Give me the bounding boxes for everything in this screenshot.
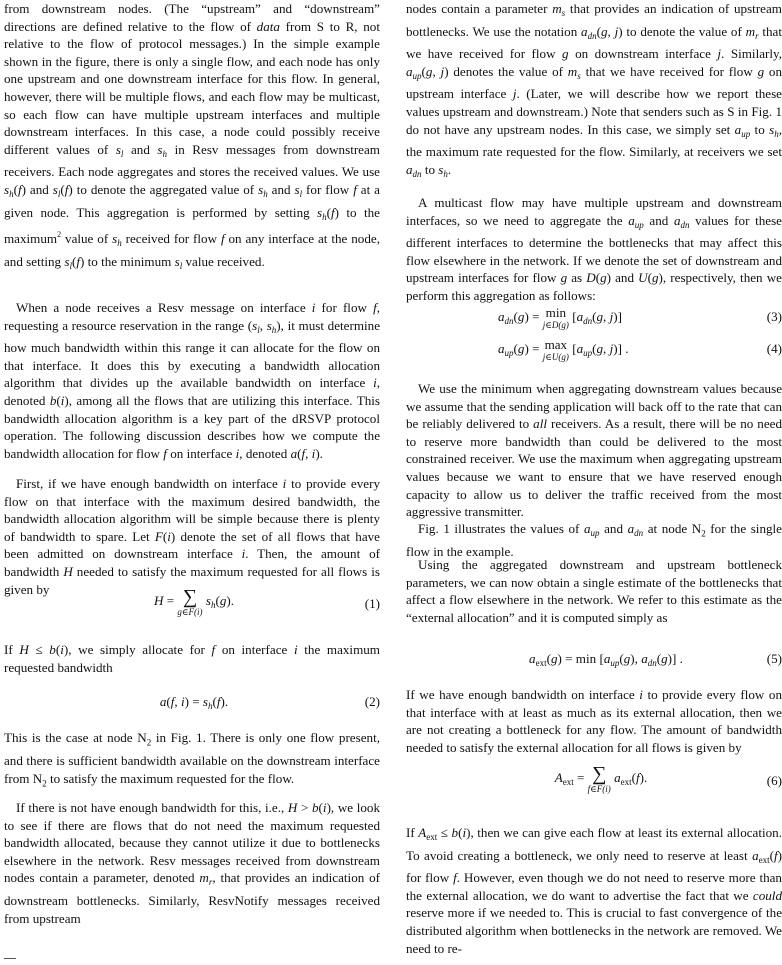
- footnote-rule: [4, 958, 16, 959]
- equation-4-number: (4): [766, 341, 782, 356]
- paragraph-right-3: We use the minimum when aggregating downstream values because we assume that the sending application will back off to the rate that can be reliably delivered to all receivers. As a result, there will be no need to reserve more bandwidth than could be delivered to the most constrained receiver. We use the maximum when aggregating upstream values because we want to ensure that we have reserved enough capacity to allow us to deliver the traffic received from the most aggressive transmitter.: [406, 381, 782, 520]
- paragraph-right-7: If $A_{ext} \le b(i)$, then we can give each flow at least its external allocation. To avoid creating a bottleneck, we only need to reserve at least $a_{ext}(f)$ for flow f. However, even though we do not need to reserve more than the external allocation, we do want to advertise the fact that we could reserve more if we needed to. This is crucial to fast convergence of the distributed algorithm when bottlenecks in the network are removed. We need to re-: [406, 825, 782, 956]
- equation-1: H = ∑ g∈F(i) $s_h(g)$. (1): [153, 586, 380, 617]
- equation-5-number: (5): [766, 651, 782, 666]
- equation-6: $A_{ext}$ = ∑ f∈F(i) $a_{ext}(f)$. (6): [554, 763, 782, 794]
- equation-3: $a_{dn}(g)$ = min j∈D(g) [$a_{dn}(g$, j)] (3): [498, 305, 782, 330]
- right-column: [406, 0, 782, 964]
- equation-2: a(f, $i) = s_h(f)$. (2): [159, 694, 380, 711]
- paragraph-left-2: When a node receives a Resv message on interface i for flow f, requesting a resource reservation in the range ($s_l$, $s_h$), it must determine how much bandwidth within this range it can allocate for the flow on that interface. It does this by executing a bandwidth allocation algorithm that divides up the available bandwidth on interface i, denoted b(i), among all the flows that are utilizing this interface. This bandwidth allocation algorithm is a key part of the dRSVP protocol operation. The following discussion describes how we compute the bandwidth allocation for flow f on interface i, denoted a(f, i).: [4, 300, 381, 461]
- equation-4: $a_{up}(g)$ = max j∈U(g) [$a_{up}(g$, j)] . (4): [498, 337, 782, 362]
- paragraph-right-5: Using the aggregated downstream and upstream bottleneck parameters, we can now obtain a single estimate of the bottlenecks that affect a flow elsewhere in the network. We refer to this estimate as the “external allocation” and it is computed simply as: [406, 557, 782, 625]
- paragraph-left-5: This is the case at node $N_2$ in Fig. 1. There is only one flow present, and there is sufficient bandwidth available on the downstream interface from $N_2$ to satisfy the maximum requested for the flow.: [4, 730, 380, 789]
- equation-6-number: (6): [766, 773, 782, 788]
- paragraph-right-4: Fig. 1 illustrates the values of $a_{up}$ and $a_{dn}$ at node $N_2$ for the single flow in the example.: [406, 521, 782, 560]
- paragraph-right-6: If we have enough bandwidth on interface i to provide every flow on that interface with at least as much as its external allocation, then we are not creating a bottleneck for any flow. The amount of bandwidth needed to satisfy the external allocation for all flows is given by: [406, 687, 782, 755]
- equation-5: $a_{ext}(g) = \min [a_{up}(g)$, $a_{dn}(g)$] . (5): [529, 651, 782, 668]
- left-column: [4, 0, 380, 939]
- equation-2-number: (2): [364, 694, 380, 709]
- equation-3-number: (3): [766, 309, 782, 324]
- paragraph-right-1: nodes contain a parameter $m_s$ that provides an indication of upstream bottlenecks. We use the notation $a_{dn}(g$, j) to denote the value of $m_r$ that we have received for flow g on downstream interface j. Similarly, $a_{up}(g$, j) denotes the value of $m_s$ that we have received for flow g on upstream interface j. (Later, we will describe how we report these values upstream and downstream.) Note that senders such as S in Fig. 1 do not have any upstream nodes. In this case, we simply set $a_{up}$ to $s_h$, the maximum rate requested for the flow. Similarly, at receivers we set $a_{dn}$ to $s_h$.: [406, 1, 782, 179]
- paragraph-right-2: A multicast flow may have multiple upstream and downstream interfaces, so we need to aggregate the $a_{up}$ and $a_{dn}$ values for these different interfaces to determine the bottlenecks that may affect this flow elsewhere in the network. If we denote the set of downstream and upstream interfaces for flow g as D(g) and U(g), respectively, then we perform this aggregation as follows:: [406, 195, 782, 303]
- equation-1-number: (1): [364, 596, 380, 611]
- paragraph-left-4: If H ≤ b(i), we simply allocate for f on interface i the maximum requested bandwidth: [4, 642, 380, 675]
- paragraph-left-3: First, if we have enough bandwidth on interface i to provide every flow on that interface with the maximum desired bandwidth, the bandwidth allocation algorithm will be simple because there is plenty of bandwidth to spare. Let F(i) denote the set of all flows that have been admitted on downstream interface i. Then, the amount of bandwidth H needed to satisfy the maximum requested for all flows is given by: [4, 476, 380, 597]
- paragraph-left-1: from downstream nodes. (The “upstream” and “downstream” directions are defined relative to the flow of data from S to R, not relative to the flow of protocol messages.) In the simple example shown in the figure, there is only a single flow, and each node has only one upstream and one downstream interface for this flow. In general, however, there will be multiple flows, and each flow may be multicast, so each flow can have multiple upstream interfaces and multiple downstream interfaces. In this case, a node could possibly receive different values of $s_l$ and $s_h$ in Resv messages from downstream receivers. Each node aggregates and stores the received values. We use $s_h(f)$ and $s_l(f)$ to denote the aggregated value of $s_h$ and $s_l$ for flow f at a given node. This aggregation is performed by setting $s_h(f)$ to the maximum$^2$ value of $s_h$ received for flow f on any interface at the node, and setting $s_l(f)$ to the minimum $s_l$ value received.: [4, 1, 380, 271]
- paragraph-left-6: If there is not have enough bandwidth for this, i.e., H > b(i), we look to see if there are flows that do not need the maximum requested bandwidth allocated, because they cannot utilize it due to bottlenecks elsewhere in the network. Resv messages received from downstream nodes contain a parameter, denoted $m_r$, that provides an indication of downstream bottlenecks. Similarly, ResvNotify messages received from upstream: [4, 800, 380, 926]
